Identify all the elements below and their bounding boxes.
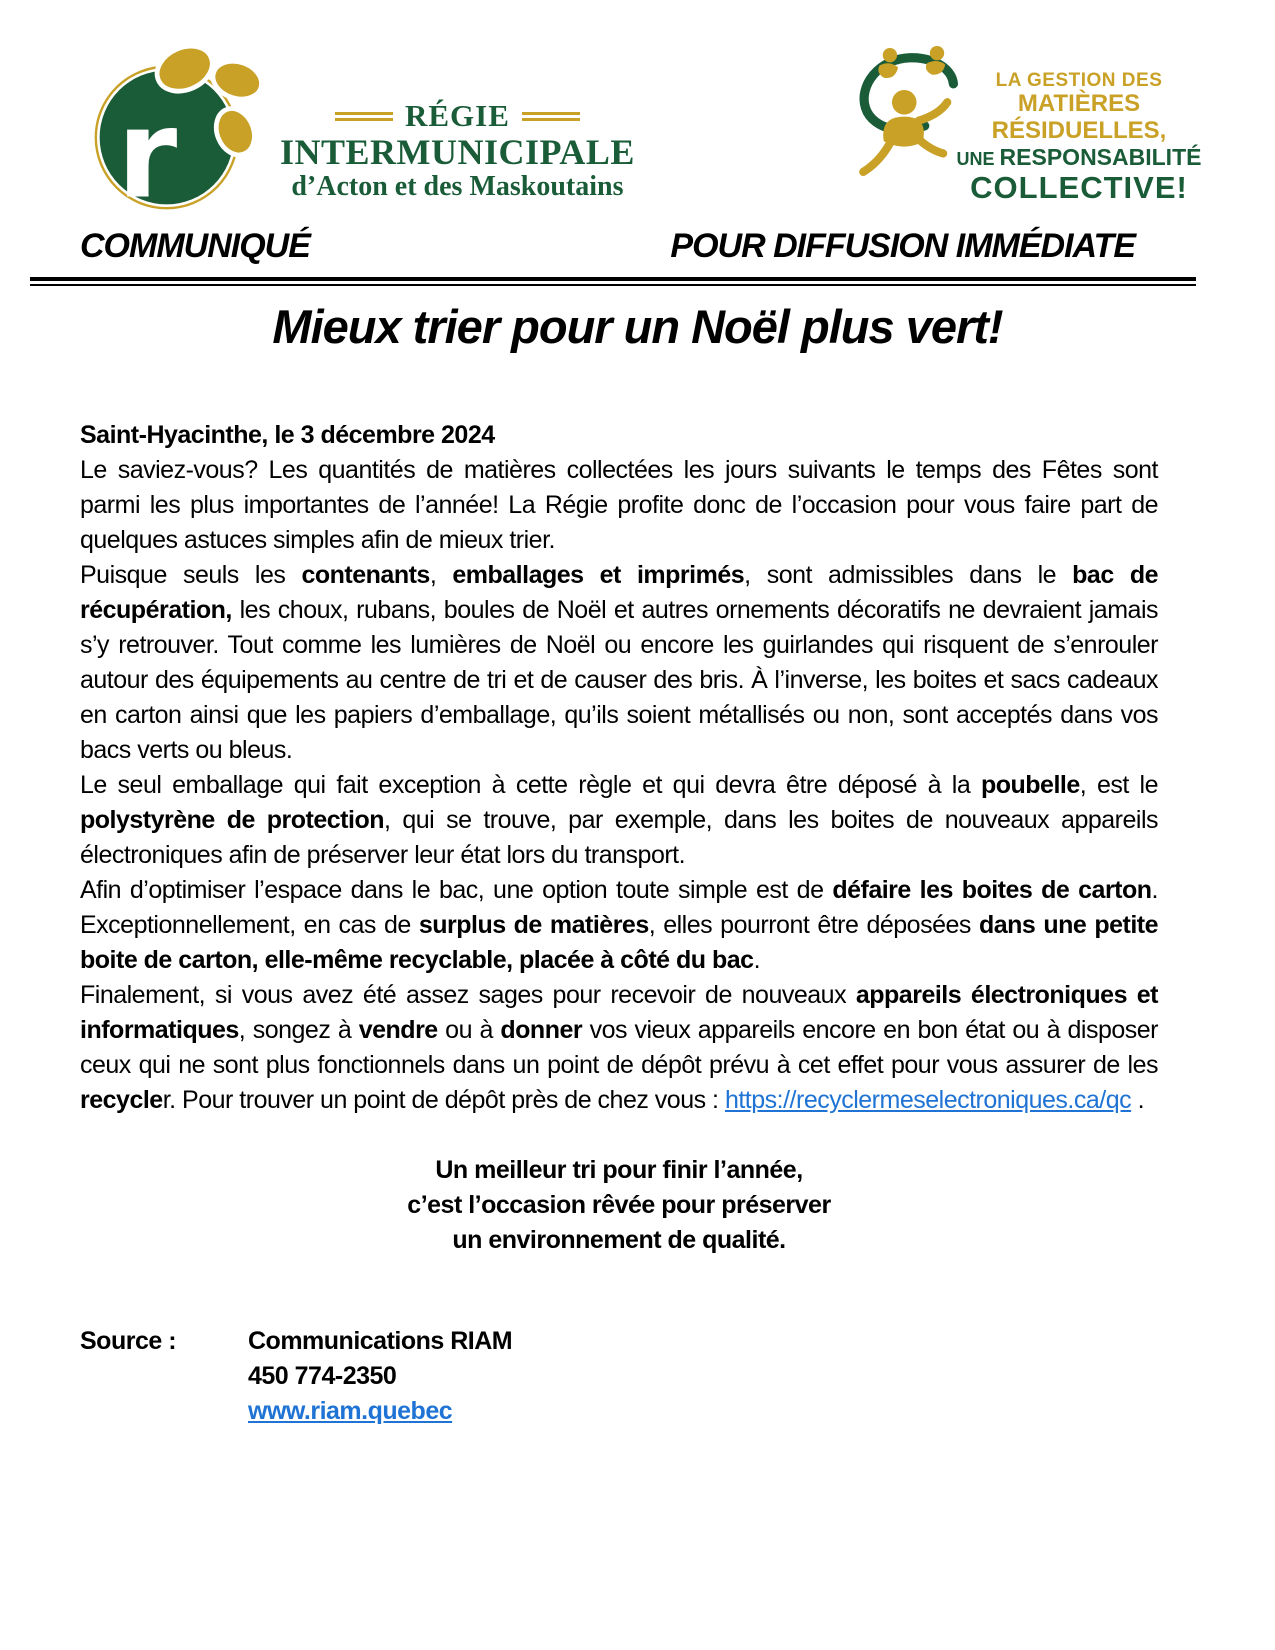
logo-row [92,36,1205,216]
text-run: vos vieux appareils encore en bon état ou à disposer ceux qui ne sont plus fonctionnels dans un point de dépôt prévu à cet effet pour vous assurer de les [80,1016,1158,1079]
text-run: , qui se trouve, par exemple, dans les boites de nouveaux appareils électroniques afin de préserver leur état lors du transport. [80,806,1158,869]
text-run: appareils électroniques et informatiques [80,981,1158,1044]
paragraph-5 [80,978,1158,1118]
logo-monogram: r [116,82,178,216]
text-run: bac de récupération, [80,561,1158,624]
text-run: , [429,561,453,589]
riam-circle-r-leaves-icon [92,36,264,216]
page-title: Mieux trier pour un Noël plus vert! [272,300,1003,353]
wordmark-regie: RÉGIE [404,98,510,133]
text-run: les choux, rubans, boules de Noël et autres ornements décoratifs ne devraient jamais s’y retrouver. Tout comme les lumières de Noël ou encore les guirlandes qui risquent de s’enrouler autour des équipements au centre de tri et de causer des bris. À l’inverse, les boites et sacs cadeaux en carton ainsi que les papiers d’emballage, qu’ils soient métallisés ou non, sont acceptés dans vos bacs verts ou bleus. [80,596,1158,764]
communique-label: COMMUNIQUÉ [80,227,310,265]
text-run: dans une petite boite de carton, elle-même recyclable, placée à côté du bac [80,911,1158,974]
text-run: Afin d’optimiser l’espace dans le bac, une option toute simple est de [80,876,833,904]
text-run: emballages et imprimés [452,561,745,589]
text-run: Le seul emballage qui fait exception à cette règle et qui devra être déposé à la [80,771,981,799]
text-run: contenants [301,561,430,589]
gold-double-line-right [522,112,580,121]
text-run: , est le [1079,771,1158,799]
text-run: ou à [437,1016,501,1044]
source-phone: 450 774-2350 [248,1362,397,1390]
source-details [248,1324,512,1429]
header-rule-divider [30,277,1196,286]
gestion-matieres-wordmark [953,36,1205,205]
wordmark-intermunicipale: INTERMUNICIPALE [280,132,635,172]
document-body [80,418,1158,1429]
closing-line-2: c’est l’occasion rêvée pour préserver [407,1191,831,1219]
gmr-line-3-prefix: UNE [956,149,1000,170]
gmr-line-4: COLLECTIVE! [970,169,1188,205]
text-run: . [753,946,761,974]
paragraph-4 [80,873,1158,978]
closing-message [80,1153,1158,1258]
source-website-link[interactable]: www.riam.quebec [248,1397,453,1425]
text-run: Le saviez-vous? Les quantités de matières collectées les jours suivants le temps des Fêtes sont parmi les plus importantes de l’année! La Régie profite donc de l’occasion pour vous faire part de quelques astuces simples afin de mieux trier. [80,456,1158,554]
gestion-matieres-logo [851,36,1205,205]
closing-line-1: Un meilleur tri pour finir l’année, [435,1156,803,1184]
gold-double-line-left [335,112,393,121]
external-link[interactable]: https://recyclermeselectroniques.ca/qc [724,1086,1132,1114]
text-run: donner [500,1016,583,1044]
text-run: Puisque seuls les [80,561,302,589]
release-header [80,226,1135,266]
riam-logo [92,36,635,216]
wordmark-line-regie [280,98,635,134]
source-block [80,1324,1158,1429]
text-run: polystyrène de protection [80,806,384,834]
gmr-line-1: LA GESTION DES [995,70,1163,91]
riam-wordmark [280,36,635,203]
text-run: , songez à [238,1016,359,1044]
dateline: Saint-Hyacinthe, le 3 décembre 2024 [80,421,495,449]
text-run: vendre [358,1016,438,1044]
closing-line-3: un environnement de qualité. [452,1226,786,1254]
gmr-line-3 [953,145,1205,171]
paragraph-1 [80,453,1158,558]
paragraph-2 [80,558,1158,768]
gmr-line-3-main: RESPONSABILITÉ [999,144,1202,171]
text-run: surplus de matières [418,911,649,939]
text-run: . Exceptionnellement, en cas de [80,876,1158,939]
text-run: recycle [80,1086,163,1114]
source-name: Communications RIAM [248,1327,513,1355]
text-run: . [1131,1086,1145,1114]
text-run: défaire les boites de carton [832,876,1152,904]
wordmark-acton-maskoutains: d’Acton et des Maskoutains [291,170,624,202]
dancing-figures-swirl-icon [851,42,979,182]
text-run: poubelle [980,771,1080,799]
text-run: Finalement, si vous avez été assez sages pour recevoir de nouveaux [80,981,856,1009]
text-run: , sont admissibles dans le [744,561,1073,589]
source-label: Source : [80,1327,177,1355]
text-run: , elles pourront être déposées [648,911,979,939]
gmr-line-2: MATIÈRES RÉSIDUELLES, [991,90,1167,145]
paragraph-3 [80,768,1158,873]
diffusion-label: POUR DIFFUSION IMMÉDIATE [670,227,1135,265]
text-run: r. Pour trouver un point de dépôt près de chez vous : [162,1086,725,1114]
